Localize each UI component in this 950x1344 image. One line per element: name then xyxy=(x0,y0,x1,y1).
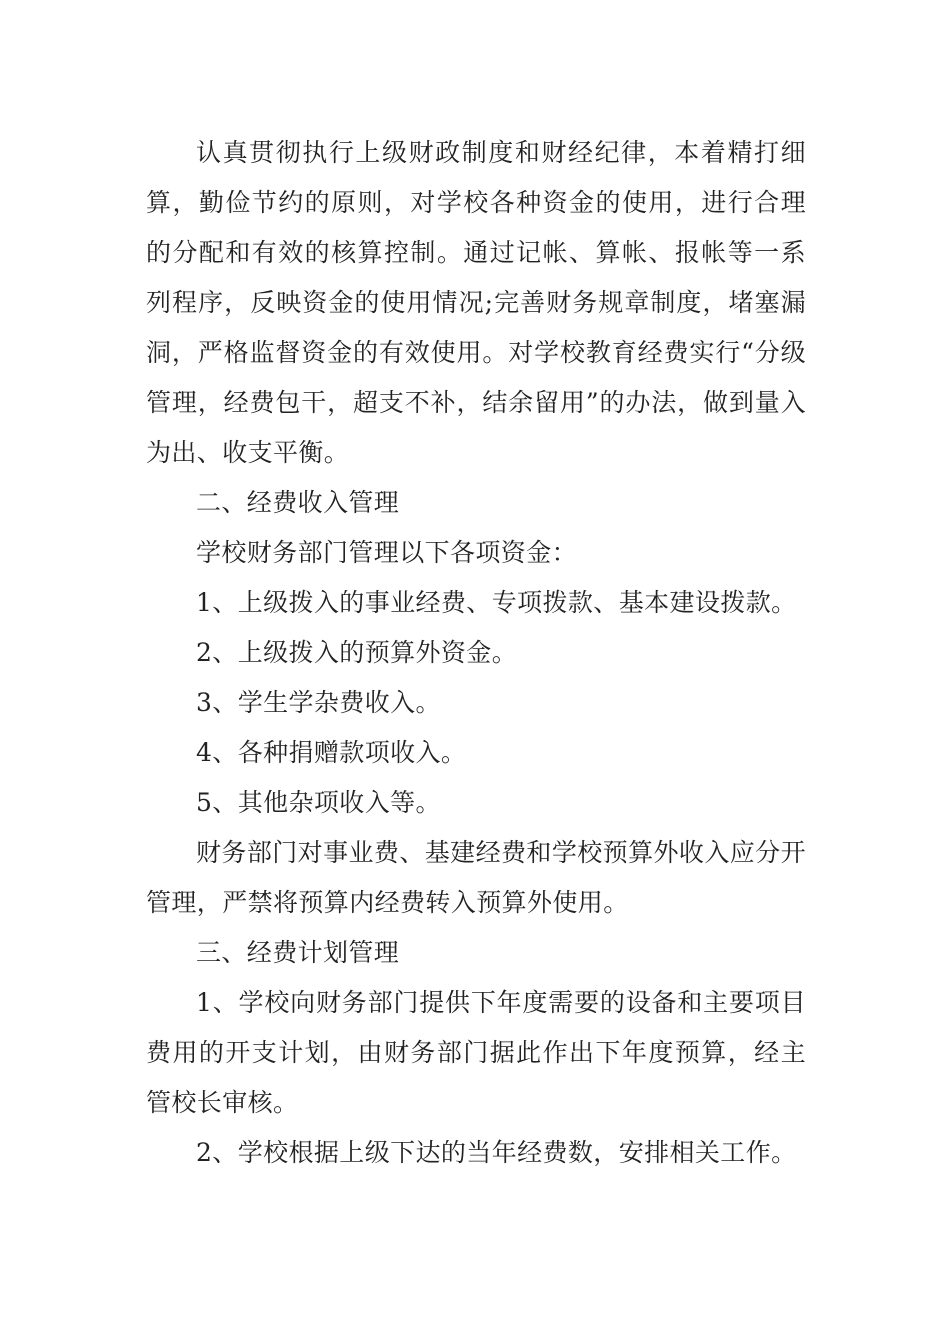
list-item-4: 4、各种捐赠款项收入。 xyxy=(196,738,467,767)
plan-item-2: 2、学校根据上级下达的当年经费数，安排相关工作。 xyxy=(196,1138,797,1167)
list-item-3: 3、学生学杂费收入。 xyxy=(196,688,441,717)
paragraph-principles: 认真贯彻执行上级财政制度和财经纪律，本着精打细算，勤俭节约的原则，对学校各种资金的使用，进行合理的分配和有效的核算控制。通过记帐、算帐、报帐等一系列程序，反映资金的使用情况;完善财务规章制度，堵塞漏洞，严格监督资金的有效使用。对学校教育经费实行“分级管理，经费包干，超支不补，结余留用”的办法，做到量入为出、收支平衡。 xyxy=(146,138,806,467)
paragraph-separate-management: 财务部门对事业费、基建经费和学校预算外收入应分开管理，严禁将预算内经费转入预算外使用。 xyxy=(146,838,806,917)
plan-item-1: 1、学校向财务部门提供下年度需要的设备和主要项目费用的开支计划，由财务部门据此作出下年度预算，经主管校长审核。 xyxy=(146,988,806,1117)
list-item-1: 1、上级拨入的事业经费、专项拨款、基本建设拨款。 xyxy=(196,588,797,617)
list-item-2: 2、上级拨入的预算外资金。 xyxy=(196,638,518,667)
section-heading-income: 二、经费收入管理 xyxy=(196,488,400,517)
document-body xyxy=(146,128,806,1178)
list-item-5: 5、其他杂项收入等。 xyxy=(196,788,441,817)
section-heading-plan: 三、经费计划管理 xyxy=(196,938,400,967)
paragraph-funds-intro: 学校财务部门管理以下各项资金： xyxy=(196,538,578,567)
